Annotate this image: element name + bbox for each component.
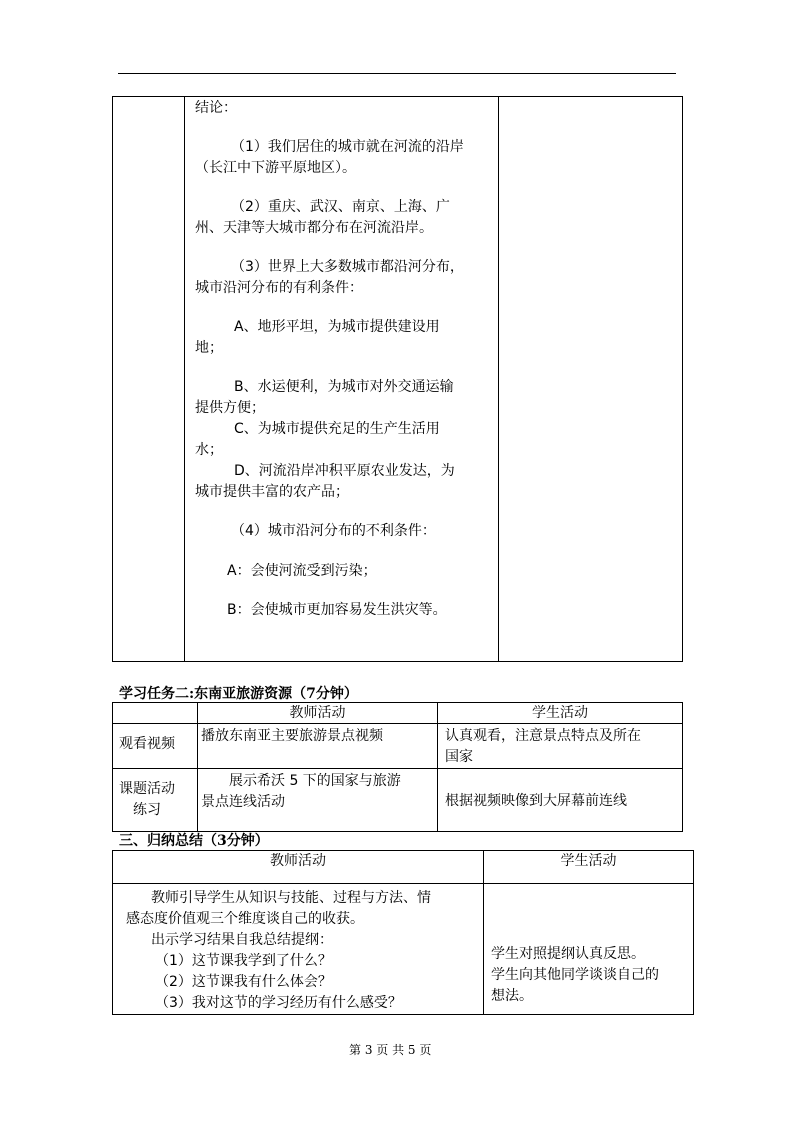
conclusion-line: A、地形平坦，为城市提供建设用 — [234, 319, 440, 335]
conclusion-line: （3）世界上大多数城市都沿河分布， — [231, 259, 464, 275]
task2-row-label-text: 课题活动 — [119, 781, 175, 797]
summary-header-student: 学生活动 — [484, 851, 694, 884]
task2-corner-cell — [113, 703, 198, 724]
task2-row-student — [438, 769, 683, 832]
conclusion-line: 城市沿河分布的有利条件： — [195, 280, 363, 296]
conclusion-line: B、水运便利，为城市对外交通运输 — [234, 379, 454, 395]
task2-row-label — [113, 769, 198, 832]
task2-row-teacher — [198, 724, 438, 769]
task2-row-student-text: 认真观看，注意景点特点及所在 — [445, 728, 641, 744]
task2-row-teacher — [198, 769, 438, 832]
summary-teacher-line: （3）我对这节的学习经历有什么感受？ — [155, 995, 402, 1011]
summary-student-line: 想法。 — [491, 988, 533, 1004]
task2-title: 学习任务二:东南亚旅游资源（7分钟） — [119, 686, 358, 702]
summary-student-line: 学生向其他同学谈谈自己的 — [491, 967, 659, 983]
task2-row-label — [113, 724, 198, 769]
task2-row-label-text: 观看视频 — [119, 736, 175, 752]
conclusion-line: A：会使河流受到污染； — [227, 563, 377, 579]
summary-teacher-line: （2）这节课我有什么体会？ — [155, 974, 332, 990]
task2-row-student — [438, 724, 683, 769]
conclusion-line: （4）城市沿河分布的不利条件： — [231, 523, 436, 539]
summary-teacher-line: （1）这节课我学到了什么？ — [155, 953, 332, 969]
conclusion-line: 州、天津等大城市都分布在河流沿岸。 — [195, 220, 433, 236]
summary-student-line: 学生对照提纲认真反思。 — [491, 946, 645, 962]
task2-row-teacher-text: 展示希沃 5 下的国家与旅游 — [229, 773, 401, 789]
label-cell-empty — [113, 97, 185, 662]
conclusion-line: 城市提供丰富的农产品； — [195, 484, 349, 500]
task2-row-student-text: 根据视频映像到大屏幕前连线 — [445, 793, 627, 809]
empty-student-cell — [499, 97, 683, 662]
conclusion-line: D、河流沿岸冲积平原农业发达，为 — [234, 463, 455, 479]
conclusion-line: 地； — [195, 340, 223, 356]
summary-table — [112, 850, 694, 1015]
summary-teacher-line: 教师引导学生从知识与技能、过程与方法、情 — [151, 890, 431, 906]
summary-teacher-cell — [113, 884, 484, 1015]
summary-title: 三、归纳总结（3分钟） — [119, 833, 269, 849]
summary-student-cell — [484, 884, 694, 1015]
summary-header-teacher: 教师活动 — [113, 851, 484, 884]
summary-teacher-line: 出示学习结果自我总结提纲： — [151, 932, 333, 948]
conclusion-line: B：会使城市更加容易发生洪灾等。 — [227, 602, 447, 618]
summary-teacher-line: 感态度价值观三个维度谈自己的收获。 — [126, 911, 364, 927]
conclusion-line: 提供方便； — [195, 400, 265, 416]
conclusion-line: （长江中下游平原地区）。 — [195, 160, 356, 176]
task2-row-student-text: 国家 — [445, 749, 473, 765]
conclusion-line: C、为城市提供充足的生产生活用 — [234, 421, 440, 437]
task2-table — [112, 702, 683, 832]
task2-row-teacher-text: 播放东南亚主要旅游景点视频 — [201, 728, 383, 744]
task2-row-label-text: 练习 — [133, 802, 161, 818]
page-footer: 第 3 页 共 5 页 — [349, 1043, 432, 1057]
task2-row-teacher-text: 景点连线活动 — [201, 794, 285, 810]
conclusion-line: （1）我们居住的城市就在河流的沿岸 — [231, 139, 464, 155]
conclusion-line: （2）重庆、武汉、南京、上海、广 — [231, 199, 450, 215]
task2-header-teacher: 教师活动 — [198, 703, 438, 724]
conclusion-line: 水； — [195, 442, 223, 458]
task2-header-student: 学生活动 — [438, 703, 683, 724]
conclusion-heading: 结论： — [195, 100, 237, 116]
header-rule — [118, 73, 676, 74]
